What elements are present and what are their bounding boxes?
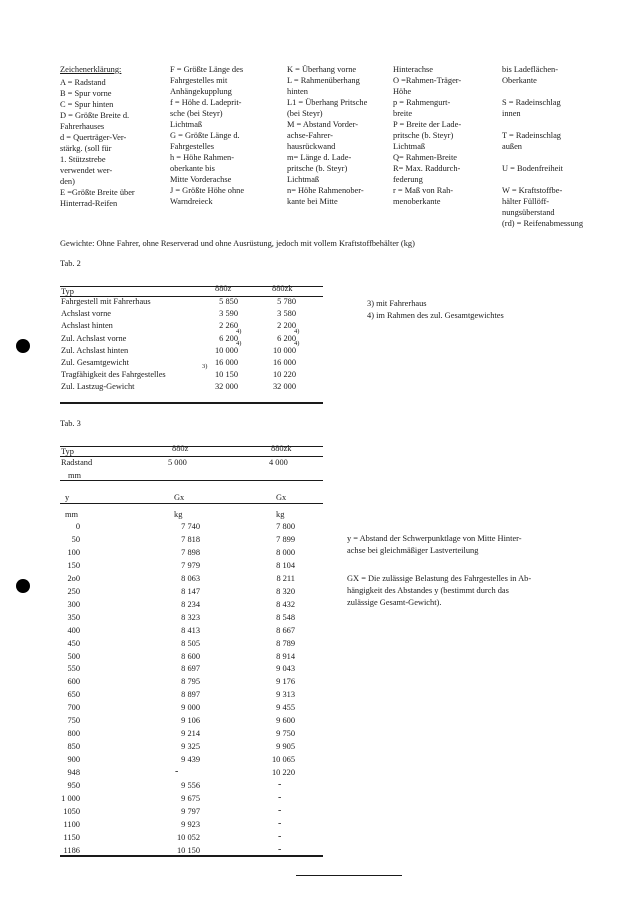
- tab2-row-label: Achslast hinten: [61, 321, 113, 330]
- tab3-row-y: 400: [67, 626, 80, 635]
- legend-line: bis Ladeflächen-: [502, 65, 559, 74]
- tab3-row-gx-880z: 9 325: [181, 742, 200, 751]
- tab2-row-footnote-ref: 4): [294, 340, 300, 347]
- tab3-row-gx-880zk: -: [278, 779, 282, 790]
- tab3-row-y: 50: [71, 535, 80, 544]
- weights-note: Gewichte: Ohne Fahrer, ohne Reserverad und ohne Ausrüstung, jedoch mit vollem Kraftstoffbehälter (kg): [60, 239, 415, 248]
- tab3-unit-gx-880zk: kg: [276, 510, 285, 519]
- tab3-row-gx-880z: 9 556: [181, 781, 200, 790]
- legend-line: J = Größte Höhe ohne: [170, 186, 245, 195]
- tab3-row-y: 550: [67, 664, 80, 673]
- tab3-row-y: 250: [67, 587, 80, 596]
- tab3-row-y: 350: [67, 613, 80, 622]
- legend-line: hinten: [287, 87, 308, 96]
- legend-line: federung: [393, 175, 423, 184]
- tab2-row-880z: 6 200: [219, 334, 238, 343]
- tab2-row-880zk: 32 000: [272, 382, 296, 391]
- tab3-row-gx-880z: 7 898: [181, 548, 200, 557]
- tab2-row-880zk: 10 000: [272, 346, 296, 355]
- tab3-header-880zk: 880zk: [271, 444, 292, 453]
- legend-line: Oberkante: [502, 76, 537, 85]
- tab3-radstand-880zk: 4 000: [269, 458, 288, 467]
- tab3-title: Tab. 3: [60, 419, 81, 428]
- legend-line: T = Radeinschlag: [502, 131, 561, 140]
- tab3-row-gx-880z: 8 897: [181, 690, 200, 699]
- legend-heading: Zeichenerklärung:: [60, 65, 122, 74]
- legend-line: Fahrgestelles mit: [170, 76, 228, 85]
- tab3-rule-radstand: [60, 480, 323, 481]
- tab3-note-gx-line3: zulässige Gesamt-Gewicht).: [347, 598, 442, 607]
- legend-line: Lichtmaß: [287, 175, 320, 184]
- tab3-row-gx-880z: 8 063: [181, 574, 200, 583]
- tab3-row-gx-880zk: -: [278, 818, 282, 829]
- legend-line: r = Maß von Rah-: [393, 186, 454, 195]
- tab3-row-y: 900: [67, 755, 80, 764]
- tab3-row-y: 1100: [63, 820, 80, 829]
- tab3-row-gx-880zk: 8 320: [276, 587, 295, 596]
- tab3-row-y: 800: [67, 729, 80, 738]
- tab3-radstand-unit: mm: [68, 471, 82, 480]
- tab2-title: Tab. 2: [60, 259, 81, 268]
- legend-line: Lichtmaß: [170, 120, 203, 129]
- tab2-row-880z: 16 000: [214, 358, 238, 367]
- legend-line: hausrückwand: [287, 142, 336, 151]
- tab3-row-gx-880zk: -: [278, 792, 282, 803]
- tab2-row-880zk: 10 220: [272, 370, 296, 379]
- legend-line: (rd) = Reifenabmessung: [502, 219, 584, 228]
- tab3-row-y: 948: [67, 768, 80, 777]
- legend-line: verwendet wer-: [60, 166, 113, 175]
- tab3-row-gx-880z: 8 413: [181, 626, 200, 635]
- tab3-row-gx-880zk: -: [278, 831, 282, 842]
- tab3-row-y: 600: [67, 677, 80, 686]
- legend-line: stärkg. (soll für: [60, 144, 112, 153]
- legend-line: achse-Fahrer-: [287, 131, 333, 140]
- tab2-footnote-3: 3) mit Fahrerhaus: [367, 299, 427, 308]
- tab3-row-gx-880z: 9 106: [181, 716, 200, 725]
- legend-line: K = Überhang vorne: [287, 65, 357, 74]
- tab3-row-y: 700: [67, 703, 80, 712]
- tab3-radstand-880z: 5 000: [168, 458, 187, 467]
- legend-line: Warndreieck: [170, 197, 213, 206]
- tab3-row-gx-880zk: 9 176: [276, 677, 295, 686]
- tab3-row-y: 850: [67, 742, 80, 751]
- tab2-row-880z: 5 850: [219, 297, 238, 306]
- tab3-rule-header: [60, 456, 323, 457]
- punch-hole-top: [16, 339, 30, 353]
- tab2-rule-bottom: [60, 402, 323, 404]
- tab2-row-label: Zul. Gesamtgewicht: [61, 358, 129, 367]
- legend-line: C = Spur hinten: [60, 100, 114, 109]
- tab3-header-typ: Typ: [61, 447, 74, 456]
- tab3-unit-y: mm: [65, 510, 79, 519]
- tab3-row-gx-880z: 9 000: [181, 703, 200, 712]
- legend-line: d = Querträger-Ver-: [60, 133, 127, 142]
- tab3-row-y: 300: [67, 600, 80, 609]
- tab3-row-gx-880zk: 9 313: [276, 690, 295, 699]
- tab3-row-gx-880z: 9 923: [181, 820, 200, 829]
- legend-line: Fahrgestelles: [170, 142, 215, 151]
- tab3-row-y: 450: [67, 639, 80, 648]
- tab2-row-footnote-ref: 4): [236, 340, 242, 347]
- tab3-row-gx-880zk: 8 548: [276, 613, 295, 622]
- tab3-row-y: 150: [67, 561, 80, 570]
- tab3-row-y: 2o0: [67, 574, 80, 583]
- tab3-col-gx-880zk: Gx: [276, 493, 287, 502]
- tab3-rule-cols: [60, 503, 323, 504]
- legend-line: O =Rahmen-Träger-: [393, 76, 462, 85]
- legend-line: den): [60, 177, 75, 186]
- tab3-unit-gx-880z: kg: [174, 510, 183, 519]
- legend-line: S = Radeinschlag: [502, 98, 561, 107]
- legend-line: Lichtmaß: [393, 142, 426, 151]
- legend-line: P = Breite der Lade-: [393, 120, 462, 129]
- legend-line: E =Größte Breite über: [60, 188, 135, 197]
- tab3-row-y: 1 000: [61, 794, 80, 803]
- legend-line: D = Größte Breite d.: [60, 111, 130, 120]
- legend-line: A = Radstand: [60, 78, 106, 87]
- legend-line: sche (bei Steyr): [170, 109, 223, 118]
- tab3-row-gx-880z: -: [175, 766, 179, 777]
- tab3-row-gx-880zk: 9 905: [276, 742, 295, 751]
- tab3-row-y: 750: [67, 716, 80, 725]
- tab3-row-gx-880zk: 9 750: [276, 729, 295, 738]
- tab3-row-gx-880zk: 7 899: [276, 535, 295, 544]
- tab2-header-880z: 880z: [215, 284, 232, 293]
- tab3-radstand-label: Radstand: [61, 458, 93, 467]
- legend-line: R= Max. Raddurch-: [393, 164, 461, 173]
- tab2-row-880zk: 16 000: [272, 358, 296, 367]
- legend-line: Hinterachse: [393, 65, 433, 74]
- tab2-header-880zk: 880zk: [272, 284, 293, 293]
- legend-line: h = Höhe Rahmen-: [170, 153, 235, 162]
- legend-line: U = Bodenfreiheit: [502, 164, 564, 173]
- legend-line: p = Rahmengurt-: [393, 98, 451, 107]
- tab2-row-880z: 10 150: [214, 370, 238, 379]
- tab3-row-gx-880z: 10 150: [176, 846, 200, 855]
- tab3-row-gx-880zk: 9 043: [276, 664, 295, 673]
- tab3-row-gx-880z: 7 740: [181, 522, 200, 531]
- tab3-row-y: 100: [67, 548, 80, 557]
- tab2-header-typ: Typ: [61, 287, 74, 296]
- tab3-row-y: 650: [67, 690, 80, 699]
- tab3-row-y: 1150: [63, 833, 80, 842]
- tab3-note-y-line2: achse bei gleichmäßiger Lastverteilung: [347, 546, 479, 555]
- tab3-row-gx-880zk: 8 000: [276, 548, 295, 557]
- legend-line: F = Größte Länge des: [170, 65, 244, 74]
- tab2-row-880zk: 2 200: [277, 321, 296, 330]
- tab3-row-gx-880zk: 8 104: [276, 561, 295, 570]
- legend-line: pritsche (b. Steyr): [393, 131, 454, 140]
- tab2-row-880z: 2 260: [219, 321, 238, 330]
- tab3-row-gx-880zk: 9 455: [276, 703, 295, 712]
- tab2-row-label: Tragfähigkeit des Fahrgestelles: [61, 370, 166, 379]
- legend-line: Hinterrad-Reifen: [60, 199, 118, 208]
- legend-line: innen: [502, 109, 521, 118]
- tab2-row-footnote-ref: 4): [294, 328, 300, 335]
- tab3-row-gx-880zk: 7 800: [276, 522, 295, 531]
- tab3-row-gx-880z: 8 147: [181, 587, 200, 596]
- tab3-col-gx-880z: Gx: [174, 493, 185, 502]
- tab3-note-y-line1: y = Abstand der Schwerpunktlage von Mitte Hinter-: [347, 534, 522, 543]
- tab3-row-gx-880z: 8 600: [181, 652, 200, 661]
- tab3-row-gx-880z: 9 675: [181, 794, 200, 803]
- legend-line: außen: [502, 142, 522, 151]
- legend-line: nungsüberstand: [502, 208, 555, 217]
- legend-line: hälter Füllöff-: [502, 197, 550, 206]
- tab3-row-gx-880z: 7 979: [181, 561, 200, 570]
- legend-line: pritsche (b. Steyr): [287, 164, 348, 173]
- tab3-row-gx-880zk: 8 667: [276, 626, 295, 635]
- tab2-row-footnote-ref: 3): [202, 363, 208, 370]
- legend-line: 1. Stützstrebe: [60, 155, 106, 164]
- tab3-row-gx-880zk: 10 065: [271, 755, 295, 764]
- tab3-col-y: y: [65, 493, 70, 502]
- legend-line: W = Kraftstoffbe-: [502, 186, 563, 195]
- tab2-row-880zk: 5 780: [277, 297, 296, 306]
- tab2-row-label: Fahrgestell mit Fahrerhaus: [61, 297, 151, 306]
- tab3-rule-bottom: [60, 855, 323, 857]
- tab3-row-gx-880z: 7 818: [181, 535, 200, 544]
- legend-line: Fahrerhauses: [60, 122, 105, 131]
- tab2-row-880z: 10 000: [214, 346, 238, 355]
- tab3-row-gx-880z: 8 505: [181, 639, 200, 648]
- legend-line: f = Höhe d. Ladeprit-: [170, 98, 242, 107]
- tab3-row-gx-880zk: 9 600: [276, 716, 295, 725]
- tab3-row-gx-880z: 9 214: [181, 729, 200, 738]
- tab3-note-gx-line2: hängigkeit des Abstandes y (bestimmt durch das: [347, 586, 509, 595]
- tab2-row-880z: 32 000: [214, 382, 238, 391]
- tab3-row-gx-880zk: 10 220: [271, 768, 295, 777]
- tab3-row-gx-880zk: 8 211: [276, 574, 295, 583]
- tab3-row-y: 0: [75, 522, 80, 531]
- legend-line: M = Abstand Vorder-: [287, 120, 359, 129]
- legend-line: L1 = Überhang Pritsche: [287, 98, 368, 107]
- tab2-row-880zk: 6 200: [277, 334, 296, 343]
- tab2-footnote-4: 4) im Rahmen des zul. Gesamtgewichtes: [367, 311, 504, 320]
- page-footer-rule: [296, 875, 402, 876]
- tab3-row-gx-880zk: -: [278, 805, 282, 816]
- punch-hole-bottom: [16, 579, 30, 593]
- tab2-row-label: Zul. Achslast hinten: [61, 346, 129, 355]
- tab3-row-gx-880zk: 8 789: [276, 639, 295, 648]
- tab3-row-gx-880z: 8 323: [181, 613, 200, 622]
- legend-line: kante bei Mitte: [287, 197, 338, 206]
- legend-line: oberkante bis: [170, 164, 215, 173]
- legend-line: breite: [393, 109, 413, 118]
- tab3-row-gx-880z: 8 234: [181, 600, 200, 609]
- tab3-row-y: 950: [67, 781, 80, 790]
- tab2-row-label: Zul. Achslast vorne: [61, 334, 127, 343]
- tab3-row-gx-880z: 9 439: [181, 755, 200, 764]
- tab3-header-880z: 880z: [172, 444, 189, 453]
- legend-line: Mitte Vorderachse: [170, 175, 232, 184]
- tab3-row-gx-880z: 10 052: [176, 833, 200, 842]
- legend-line: Q= Rahmen-Breite: [393, 153, 458, 162]
- tab3-row-gx-880z: 9 797: [181, 807, 200, 816]
- tab3-row-y: 1186: [63, 846, 80, 855]
- tab3-row-gx-880z: 8 795: [181, 677, 200, 686]
- tab3-row-gx-880z: 8 697: [181, 664, 200, 673]
- legend-line: n= Höhe Rahmenober-: [287, 186, 364, 195]
- legend-line: B = Spur vorne: [60, 89, 112, 98]
- legend-line: L = Rahmenüberhang: [287, 76, 360, 85]
- tab2-row-880z: 3 590: [219, 309, 238, 318]
- tab2-row-label: Achslast vorne: [61, 309, 112, 318]
- legend-line: (bei Steyr): [287, 109, 323, 118]
- tab3-note-gx-line1: GX = Die zulässige Belastung des Fahrgestelles in Ab-: [347, 574, 532, 583]
- tab2-row-footnote-ref: 4): [236, 328, 242, 335]
- tab3-row-y: 1050: [63, 807, 80, 816]
- tab2-row-label: Zul. Lastzug-Gewicht: [61, 382, 135, 391]
- legend-line: Anhängekupplung: [170, 87, 232, 96]
- legend-line: G = Größte Länge d.: [170, 131, 240, 140]
- legend-line: Höhe: [393, 87, 412, 96]
- legend-line: m= Länge d. Lade-: [287, 153, 352, 162]
- tab3-row-y: 500: [67, 652, 80, 661]
- tab2-row-880zk: 3 580: [277, 309, 296, 318]
- tab3-row-gx-880zk: -: [278, 844, 282, 855]
- legend-line: menoberkante: [393, 197, 441, 206]
- tab3-row-gx-880zk: 8 914: [276, 652, 295, 661]
- tab3-row-gx-880zk: 8 432: [276, 600, 295, 609]
